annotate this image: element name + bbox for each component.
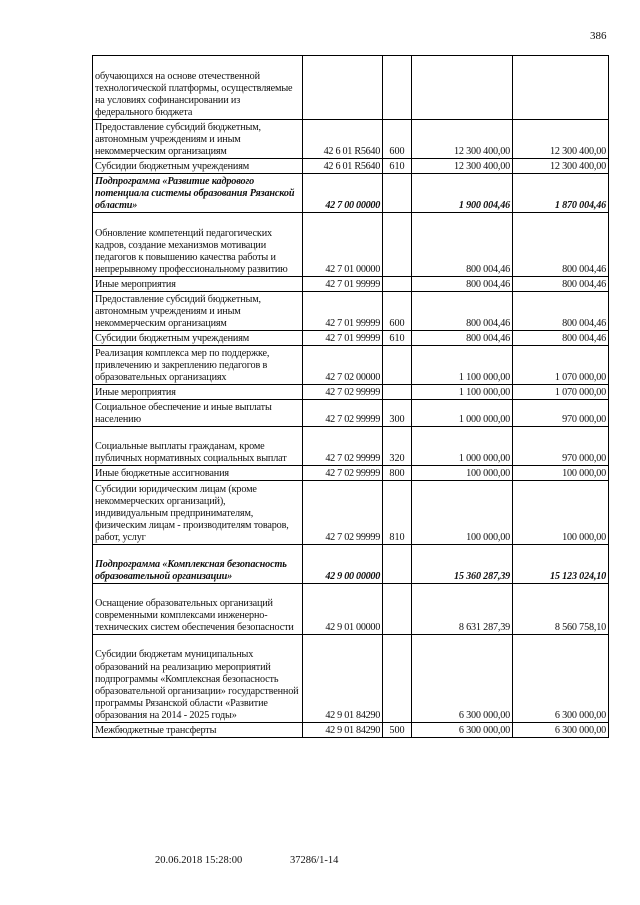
row-name: Предоставление субсидий бюджетным, автономным учреждениям и иным некоммерческим организациям bbox=[93, 120, 303, 159]
row-code: 42 7 02 99999 bbox=[303, 385, 383, 400]
row-amount-2020: 12 300 400,00 bbox=[513, 120, 609, 159]
table-row bbox=[93, 400, 609, 427]
table-row bbox=[93, 635, 609, 723]
table-row bbox=[93, 159, 609, 174]
row-amount-2019: 100 000,00 bbox=[412, 481, 513, 545]
row-expense-type bbox=[383, 277, 412, 292]
row-amount-2020: 800 004,46 bbox=[513, 213, 609, 277]
budget-table bbox=[92, 55, 609, 738]
row-amount-2020 bbox=[513, 56, 609, 120]
row-amount-2019: 1 000 000,00 bbox=[412, 427, 513, 466]
row-name: Субсидии бюджетам муниципальных образований на реализацию мероприятий подпрограммы «Комплексная безопасность образовательной организации» государственной программы Рязанской области «Развитие образования на 2014 - 2025 годы» bbox=[93, 635, 303, 723]
row-code: 42 6 01 R5640 bbox=[303, 120, 383, 159]
row-expense-type: 610 bbox=[383, 159, 412, 174]
row-name: Подпрограмма «Развитие кадрового потенциала системы образования Рязанской области» bbox=[93, 174, 303, 213]
table-row bbox=[93, 427, 609, 466]
row-code: 42 9 00 00000 bbox=[303, 545, 383, 584]
row-name: Иные мероприятия bbox=[93, 385, 303, 400]
table-row bbox=[93, 331, 609, 346]
row-name: обучающихся на основе отечественной технологической платформы, осуществляемые на условиях софинансировании из федерального бюджета bbox=[93, 56, 303, 120]
row-name: Межбюджетные трансферты bbox=[93, 723, 303, 738]
row-amount-2019: 1 000 000,00 bbox=[412, 400, 513, 427]
row-code: 42 7 02 00000 bbox=[303, 346, 383, 385]
row-amount-2020: 800 004,46 bbox=[513, 292, 609, 331]
table-row bbox=[93, 346, 609, 385]
row-code: 42 7 02 99999 bbox=[303, 466, 383, 481]
row-amount-2019: 12 300 400,00 bbox=[412, 159, 513, 174]
row-amount-2019 bbox=[412, 56, 513, 120]
row-expense-type: 500 bbox=[383, 723, 412, 738]
row-amount-2020: 970 000,00 bbox=[513, 427, 609, 466]
row-amount-2019: 800 004,46 bbox=[412, 277, 513, 292]
row-expense-type bbox=[383, 346, 412, 385]
row-amount-2020: 800 004,46 bbox=[513, 277, 609, 292]
row-name: Социальное обеспечение и иные выплаты населению bbox=[93, 400, 303, 427]
row-amount-2020: 100 000,00 bbox=[513, 466, 609, 481]
row-amount-2020: 15 123 024,10 bbox=[513, 545, 609, 584]
row-code: 42 7 01 99999 bbox=[303, 331, 383, 346]
row-code: 42 9 01 84290 bbox=[303, 723, 383, 738]
row-name: Субсидии юридическим лицам (кроме некоммерческих организаций), индивидуальным предпринимателям, физическим лицам - производителям товаров, работ, услуг bbox=[93, 481, 303, 545]
row-amount-2019: 800 004,46 bbox=[412, 292, 513, 331]
row-code: 42 7 02 99999 bbox=[303, 427, 383, 466]
row-amount-2019: 6 300 000,00 bbox=[412, 723, 513, 738]
table-row bbox=[93, 723, 609, 738]
row-expense-type: 600 bbox=[383, 120, 412, 159]
row-expense-type: 600 bbox=[383, 292, 412, 331]
row-expense-type bbox=[383, 635, 412, 723]
budget-table-body bbox=[93, 56, 609, 738]
row-amount-2020: 1 070 000,00 bbox=[513, 346, 609, 385]
row-expense-type: 300 bbox=[383, 400, 412, 427]
row-expense-type bbox=[383, 584, 412, 635]
row-name: Социальные выплаты гражданам, кроме публичных нормативных социальных выплат bbox=[93, 427, 303, 466]
row-amount-2019: 8 631 287,39 bbox=[412, 584, 513, 635]
table-row bbox=[93, 385, 609, 400]
row-amount-2019: 1 900 004,46 bbox=[412, 174, 513, 213]
row-code: 42 7 01 99999 bbox=[303, 277, 383, 292]
row-code: 42 7 01 00000 bbox=[303, 213, 383, 277]
row-name: Иные бюджетные ассигнования bbox=[93, 466, 303, 481]
row-code: 42 9 01 00000 bbox=[303, 584, 383, 635]
row-name: Субсидии бюджетным учреждениям bbox=[93, 331, 303, 346]
row-name: Предоставление субсидий бюджетным, автономным учреждениям и иным некоммерческим организациям bbox=[93, 292, 303, 331]
row-amount-2020: 6 300 000,00 bbox=[513, 635, 609, 723]
row-expense-type bbox=[383, 56, 412, 120]
row-expense-type: 800 bbox=[383, 466, 412, 481]
row-amount-2020: 8 560 758,10 bbox=[513, 584, 609, 635]
row-expense-type: 320 bbox=[383, 427, 412, 466]
row-amount-2020: 970 000,00 bbox=[513, 400, 609, 427]
row-amount-2019: 100 000,00 bbox=[412, 466, 513, 481]
table-row bbox=[93, 213, 609, 277]
row-code bbox=[303, 56, 383, 120]
table-row bbox=[93, 56, 609, 120]
table-row bbox=[93, 174, 609, 213]
table-row bbox=[93, 545, 609, 584]
row-name: Обновление компетенций педагогических кадров, создание механизмов мотивации педагогов к повышению качества работы и непрерывному профессиональному развитию bbox=[93, 213, 303, 277]
row-amount-2019: 800 004,46 bbox=[412, 331, 513, 346]
row-amount-2020: 800 004,46 bbox=[513, 331, 609, 346]
row-code: 42 7 00 00000 bbox=[303, 174, 383, 213]
row-amount-2019: 12 300 400,00 bbox=[412, 120, 513, 159]
row-expense-type bbox=[383, 385, 412, 400]
row-code: 42 7 01 99999 bbox=[303, 292, 383, 331]
row-name: Реализация комплекса мер по поддержке, привлечению и закреплению педагогов в образовательных организациях bbox=[93, 346, 303, 385]
table-row bbox=[93, 481, 609, 545]
row-amount-2019: 1 100 000,00 bbox=[412, 346, 513, 385]
row-name: Субсидии бюджетным учреждениям bbox=[93, 159, 303, 174]
row-code: 42 7 02 99999 bbox=[303, 400, 383, 427]
row-expense-type: 810 bbox=[383, 481, 412, 545]
row-amount-2019: 6 300 000,00 bbox=[412, 635, 513, 723]
table-row bbox=[93, 277, 609, 292]
row-amount-2020: 6 300 000,00 bbox=[513, 723, 609, 738]
page-number: 386 bbox=[590, 30, 607, 42]
row-expense-type: 610 bbox=[383, 331, 412, 346]
row-amount-2020: 1 070 000,00 bbox=[513, 385, 609, 400]
row-expense-type bbox=[383, 545, 412, 584]
row-amount-2020: 100 000,00 bbox=[513, 481, 609, 545]
row-amount-2019: 15 360 287,39 bbox=[412, 545, 513, 584]
row-amount-2019: 800 004,46 bbox=[412, 213, 513, 277]
row-expense-type bbox=[383, 213, 412, 277]
table-row bbox=[93, 584, 609, 635]
row-name: Иные мероприятия bbox=[93, 277, 303, 292]
row-code: 42 7 02 99999 bbox=[303, 481, 383, 545]
table-row bbox=[93, 466, 609, 481]
footer-date: 20.06.2018 15:28:00 bbox=[155, 855, 243, 866]
footer-doc-number: 37286/1-14 bbox=[290, 855, 339, 866]
row-code: 42 6 01 R5640 bbox=[303, 159, 383, 174]
table-row bbox=[93, 120, 609, 159]
row-amount-2019: 1 100 000,00 bbox=[412, 385, 513, 400]
row-name: Оснащение образовательных организаций современными комплексами инженерно-технических систем обеспечения безопасности bbox=[93, 584, 303, 635]
row-name: Подпрограмма «Комплексная безопасность образовательной организации» bbox=[93, 545, 303, 584]
row-amount-2020: 12 300 400,00 bbox=[513, 159, 609, 174]
row-expense-type bbox=[383, 174, 412, 213]
table-row bbox=[93, 292, 609, 331]
row-amount-2020: 1 870 004,46 bbox=[513, 174, 609, 213]
row-code: 42 9 01 84290 bbox=[303, 635, 383, 723]
